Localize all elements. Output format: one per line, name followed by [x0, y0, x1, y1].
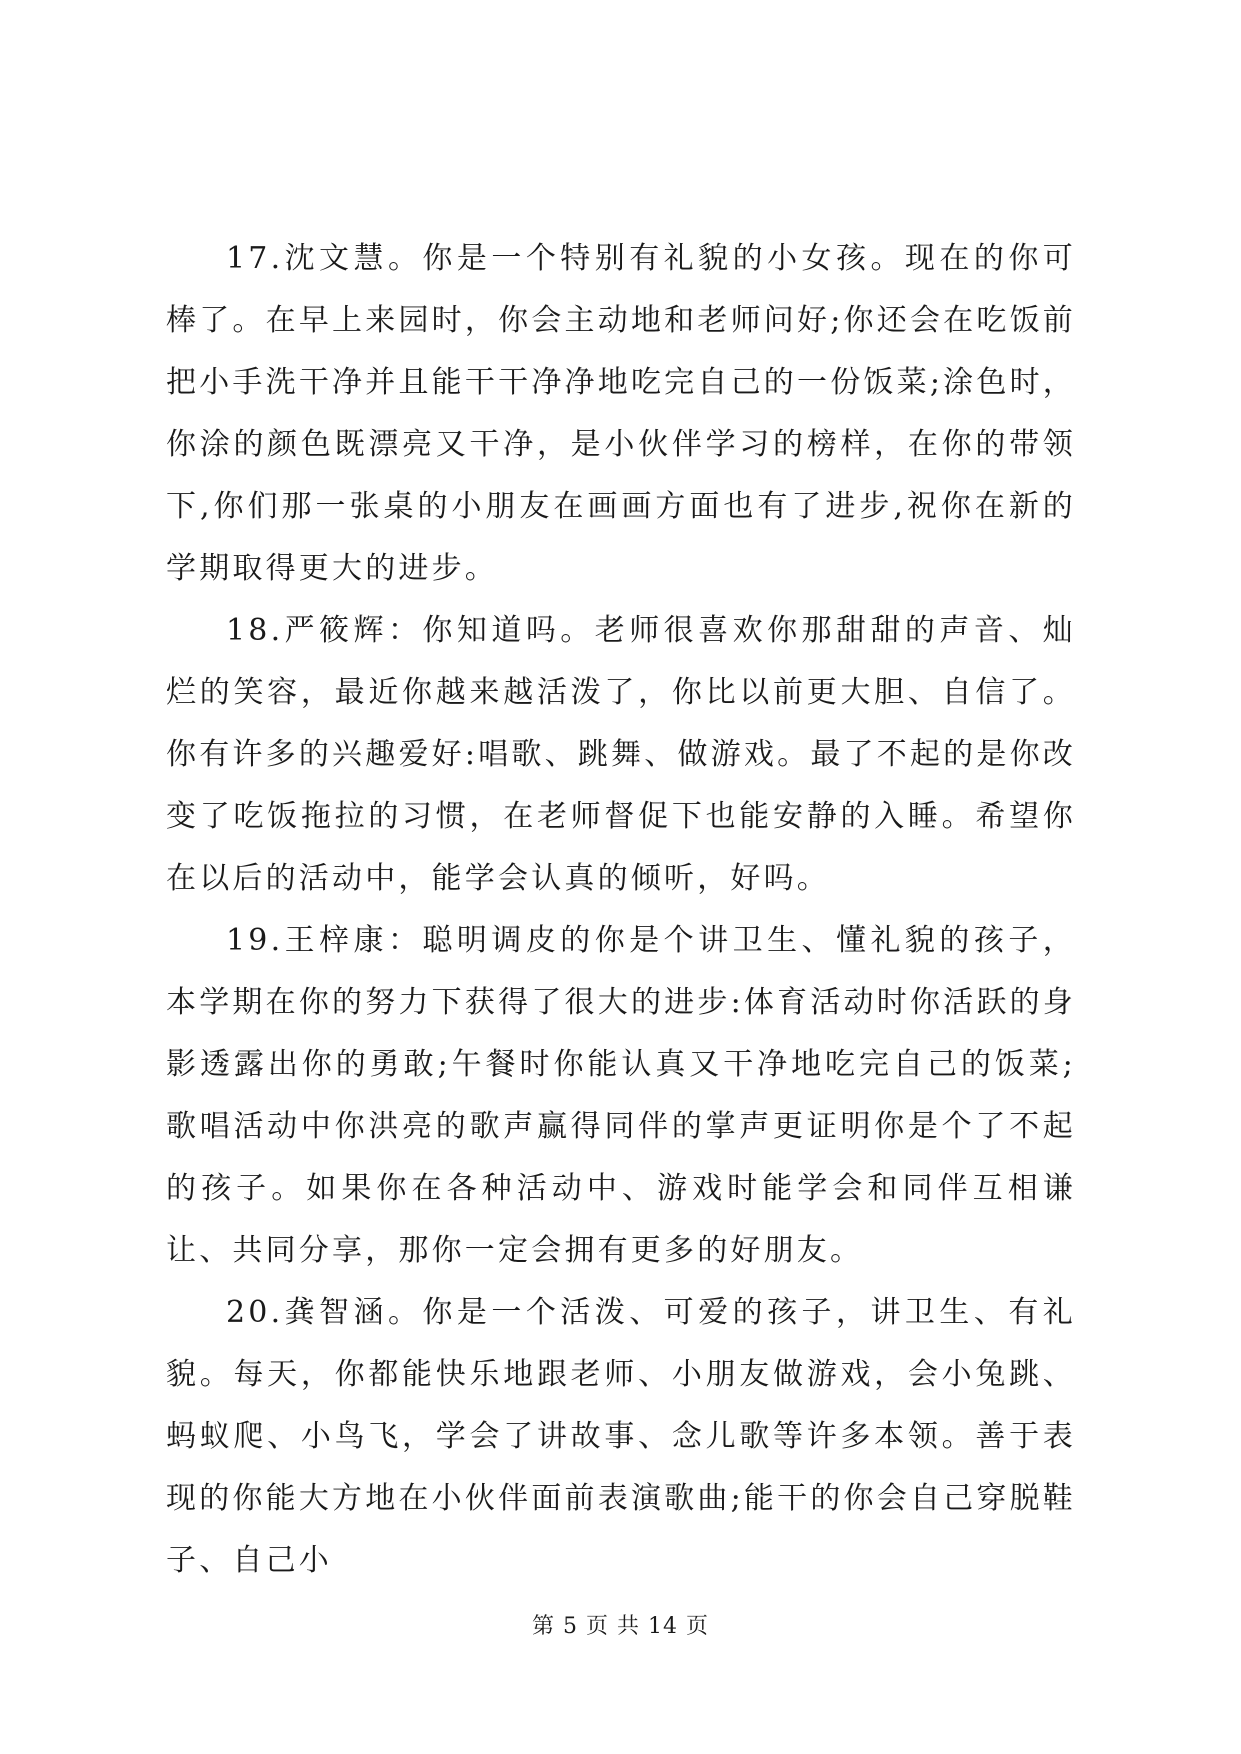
paragraph-20: 20.龚智涵。你是一个活泼、可爱的孩子，讲卫生、有礼貌。每天，你都能快乐地跟老师、小朋友做游戏，会小兔跳、蚂蚁爬、小鸟飞，学会了讲故事、念儿歌等许多本领。善于表现的你能大方地在小伙伴面前表演歌曲;能干的你会自己穿脱鞋子、自己小 — [166, 1295, 1076, 1578]
paragraph-18: 18.严筱辉：你知道吗。老师很喜欢你那甜甜的声音、灿烂的笑容，最近你越来越活泼了，你比以前更大胆、自信了。你有许多的兴趣爱好:唱歌、跳舞、做游戏。最了不起的是你改变了吃饭拖拉的习惯，在老师督促下也能安静的入睡。希望你在以后的活动中，能学会认真的倾听，好吗。 — [166, 613, 1076, 896]
document-body — [166, 228, 1076, 1592]
paragraph-19: 19.王梓康：聪明调皮的你是个讲卫生、懂礼貌的孩子，本学期在你的努力下获得了很大的进步:体育活动时你活跃的身影透露出你的勇敢;午餐时你能认真又干净地吃完自己的饭菜;歌唱活动中你洪亮的歌声赢得同伴的掌声更证明你是个了不起的孩子。如果你在各种活动中、游戏时能学会和同伴互相谦让、共同分享，那你一定会拥有更多的好朋友。 — [166, 923, 1076, 1268]
page-number-footer: 第 5 页 共 14 页 — [532, 1614, 709, 1639]
paragraph-17: 17.沈文慧。你是一个特别有礼貌的小女孩。现在的你可棒了。在早上来园时，你会主动地和老师问好;你还会在吃饭前把小手洗干净并且能干干净净地吃完自己的一份饭菜;涂色时，你涂的颜色既漂亮又干净，是小伙伴学习的榜样，在你的带领下,你们那一张桌的小朋友在画画方面也有了进步,祝你在新的学期取得更大的进步。 — [166, 241, 1076, 586]
